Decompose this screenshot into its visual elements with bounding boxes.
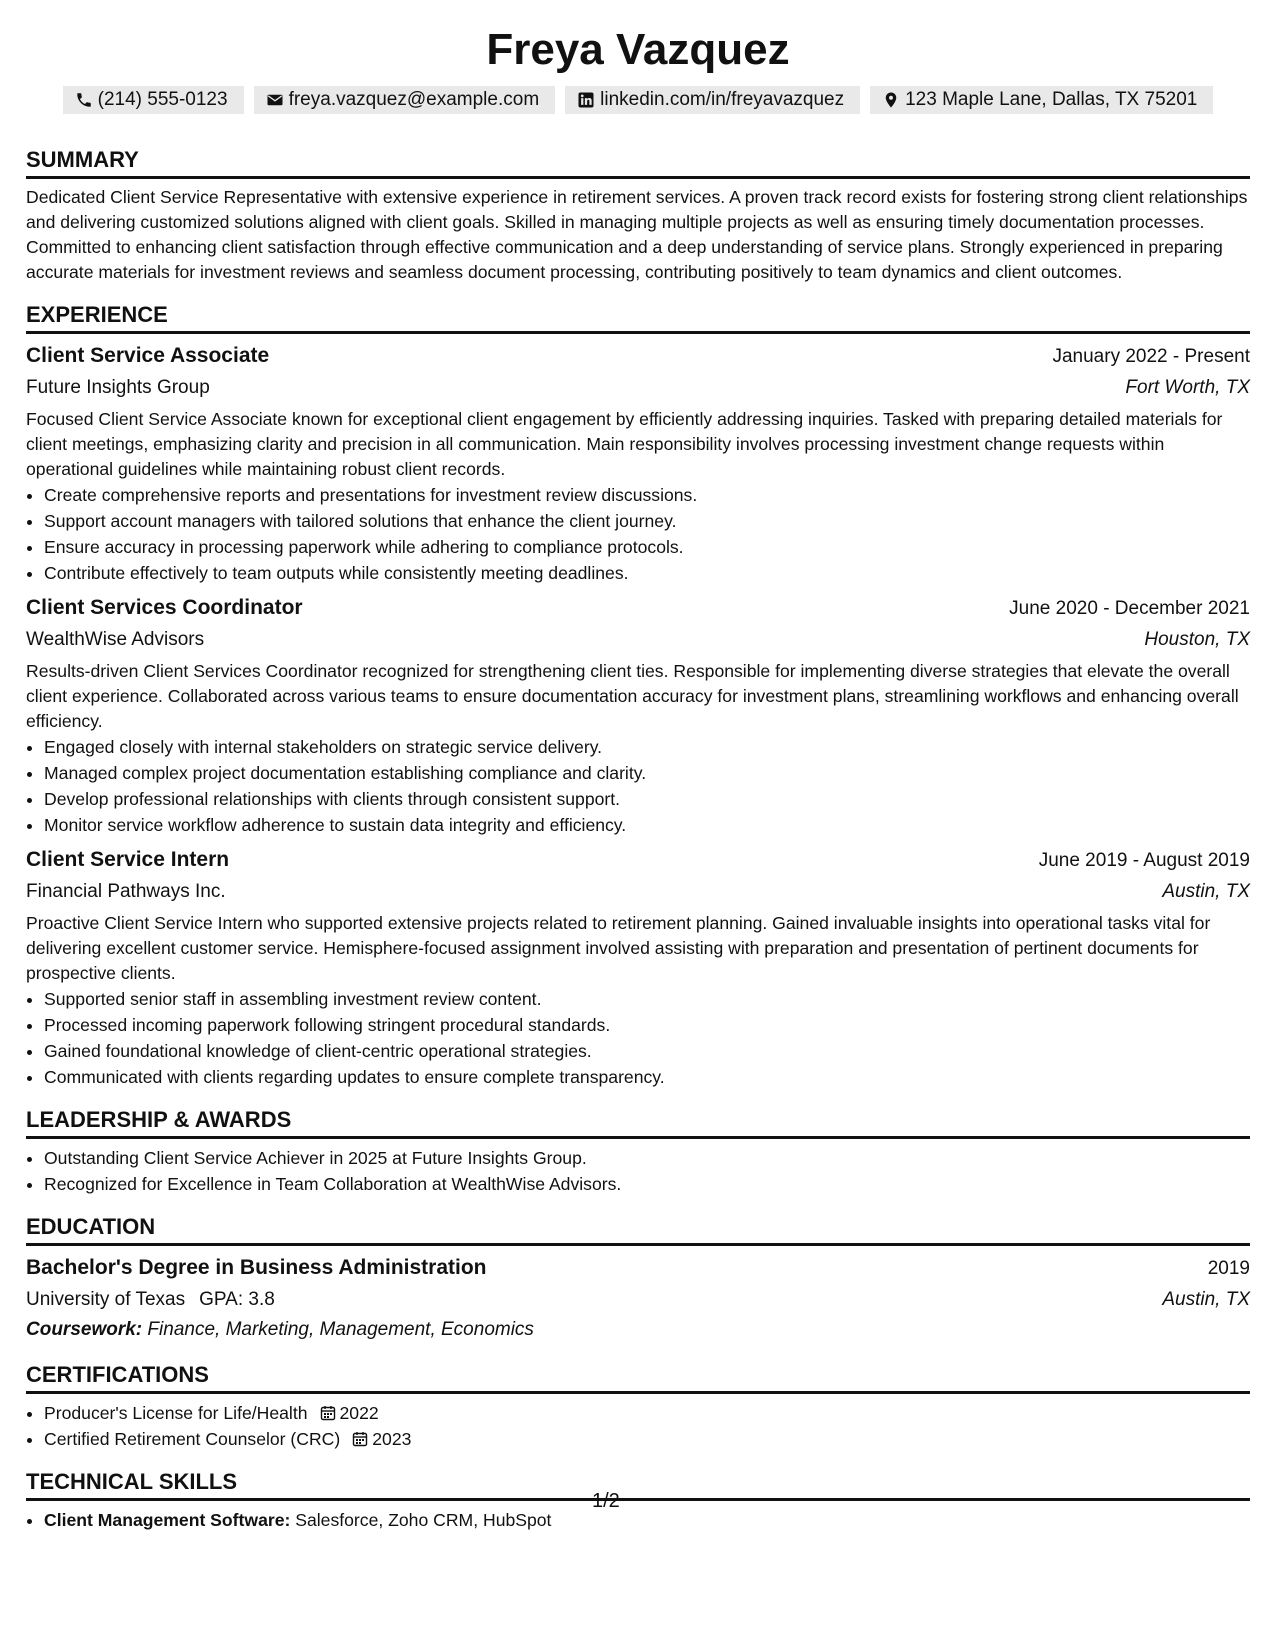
certification-name: Producer's License for Life/Health	[44, 1403, 308, 1423]
job-title: Client Service Intern	[26, 848, 230, 871]
experience-heading: EXPERIENCE	[26, 302, 168, 327]
linkedin-icon	[577, 91, 595, 109]
envelope-icon	[266, 91, 284, 109]
coursework-list: Finance, Marketing, Management, Economics	[147, 1319, 534, 1340]
school-info	[26, 1285, 275, 1315]
phone-icon	[75, 91, 93, 109]
degree-title: Bachelor's Degree in Business Administration	[26, 1256, 487, 1279]
list-item	[44, 1426, 1250, 1452]
list-item: • Develop professional relationships with clients through consistent support.	[44, 786, 1250, 812]
list-item	[44, 1507, 1250, 1533]
list-item: • Monitor service workflow adherence to sustain data integrity and efficiency.	[44, 812, 1250, 838]
experience-section	[26, 285, 1250, 1090]
list-item	[44, 1400, 1250, 1426]
graduation-year: 2019	[1207, 1258, 1250, 1279]
job-description: Results-driven Client Services Coordinator recognized for strengthening client ties. Responsible for implementing diverse strategies that elevate the overall client experience. Collaborated across various teams to ensure documentation accuracy for investment plans, streamlining workflows and enhancing overall efficiency.	[26, 661, 1239, 731]
list-item: • Contribute effectively to team outputs while consistently meeting deadlines.	[44, 560, 1250, 586]
school-name: University of Texas	[26, 1289, 186, 1310]
list-item: • Gained foundational knowledge of client-centric operational strategies.	[44, 1038, 1250, 1064]
page-number: 1/2	[592, 1490, 620, 1512]
map-pin-icon	[882, 91, 900, 109]
list-item: • Recognized for Excellence in Team Collaboration at WealthWise Advisors.	[44, 1171, 1250, 1197]
job-title: Client Service Associate	[26, 344, 270, 367]
list-item: • Communicated with clients regarding updates to ensure complete transparency.	[44, 1064, 1250, 1090]
school-location: Austin, TX	[1162, 1289, 1250, 1310]
summary-text: Dedicated Client Service Representative with extensive experience in retirement services. A proven track record exists for fostering strong client relationships and delivering customized solutions aligned with client goals. Skilled in managing multiple projects as well as ensuring timely documentation processes. Committed to enhancing client satisfaction through effective communication and a deep understanding of service plans. Strongly experienced in preparing accurate materials for investment reviews and seamless document processing, contributing positively to team dynamics and client outcomes.	[26, 187, 1248, 282]
job-entry	[26, 592, 1250, 838]
job-bullets	[26, 734, 1250, 838]
contact-bar	[26, 86, 1250, 114]
list-item: • Support account managers with tailored solutions that enhance the client journey.	[44, 508, 1250, 534]
certification-name: Certified Retirement Counselor (CRC)	[44, 1429, 341, 1449]
list-item: • Managed complex project documentation establishing compliance and clarity.	[44, 760, 1250, 786]
list-item: • Supported senior staff in assembling investment review content.	[44, 986, 1250, 1012]
leadership-section	[26, 1090, 1250, 1197]
calendar-icon	[352, 1431, 368, 1447]
job-company: Future Insights Group	[26, 377, 210, 398]
contact-phone[interactable]	[63, 86, 244, 114]
job-description: Proactive Client Service Intern who supported extensive projects related to retirement planning. Gained invaluable insights into operational tasks vital for delivering excellent customer service. Hemisphere-focused assignment involved assisting with preparation and presentation of pertinent documents for prospective clients.	[26, 913, 1211, 983]
skill-values: Salesforce, Zoho CRM, HubSpot	[295, 1510, 552, 1530]
list-item: • Ensure accuracy in processing paperwork while adhering to compliance protocols.	[44, 534, 1250, 560]
certification-year: 2022	[339, 1403, 379, 1423]
job-description: Focused Client Service Associate known for exceptional client engagement by efficiently addressing inquiries. Tasked with preparing detailed materials for client meetings, emphasizing clarity and precision in all communication. Main responsibility involves processing investment change requests within operational guidelines while maintaining robust client records.	[26, 409, 1223, 479]
leadership-heading: LEADERSHIP & AWARDS	[26, 1107, 292, 1132]
certifications-heading: CERTIFICATIONS	[26, 1362, 209, 1387]
certifications-list	[26, 1400, 1250, 1452]
education-section	[26, 1197, 1250, 1345]
list-item: • Outstanding Client Service Achiever in 2025 at Future Insights Group.	[44, 1145, 1250, 1171]
candidate-name: Freya Vazquez	[486, 25, 790, 74]
skills-heading: TECHNICAL SKILLS	[26, 1469, 238, 1494]
contact-address[interactable]	[870, 86, 1213, 114]
summary-section	[26, 130, 1250, 285]
section-divider	[26, 1391, 1250, 1394]
job-dates: January 2022 - Present	[1052, 346, 1250, 367]
job-dates: June 2019 - August 2019	[1038, 850, 1250, 871]
coursework-label: Coursework:	[26, 1319, 143, 1340]
skills-section	[26, 1452, 1250, 1533]
contact-email[interactable]	[254, 86, 556, 114]
list-item: • Engaged closely with internal stakeholders on strategic service delivery.	[44, 734, 1250, 760]
job-dates: June 2020 - December 2021	[1009, 598, 1250, 619]
resume-page	[26, 0, 1250, 1533]
job-title: Client Services Coordinator	[26, 596, 303, 619]
job-location: Fort Worth, TX	[1125, 377, 1250, 398]
coursework	[26, 1315, 1250, 1345]
section-divider	[26, 1136, 1250, 1139]
job-entry	[26, 844, 1250, 1090]
job-bullets	[26, 986, 1250, 1090]
job-company: WealthWise Advisors	[26, 629, 205, 650]
job-company: Financial Pathways Inc.	[26, 881, 226, 902]
gpa: GPA: 3.8	[199, 1289, 275, 1310]
contact-address-text: 123 Maple Lane, Dallas, TX 75201	[905, 89, 1198, 110]
section-divider	[26, 1243, 1250, 1246]
job-bullets	[26, 482, 1250, 586]
section-divider	[26, 331, 1250, 334]
list-item: • Create comprehensive reports and presentations for investment review discussions.	[44, 482, 1250, 508]
section-divider	[26, 1498, 1250, 1501]
contact-email-text: freya.vazquez@example.com	[288, 89, 540, 110]
section-divider	[26, 176, 1250, 179]
skill-category: Client Management Software:	[44, 1510, 291, 1530]
job-entry	[26, 340, 1250, 586]
summary-heading: SUMMARY	[26, 147, 139, 172]
certification-year: 2023	[372, 1429, 412, 1449]
list-item: • Processed incoming paperwork following stringent procedural standards.	[44, 1012, 1250, 1038]
leadership-list	[26, 1145, 1250, 1197]
skills-list	[26, 1507, 1250, 1533]
certifications-section	[26, 1345, 1250, 1452]
job-location: Austin, TX	[1162, 881, 1250, 902]
contact-phone-text: (214) 555-0123	[97, 89, 228, 110]
job-location: Houston, TX	[1144, 629, 1250, 650]
education-heading: EDUCATION	[26, 1214, 156, 1239]
calendar-icon	[320, 1405, 336, 1421]
contact-linkedin[interactable]	[565, 86, 860, 114]
contact-linkedin-text: linkedin.com/in/freyavazquez	[600, 89, 845, 110]
